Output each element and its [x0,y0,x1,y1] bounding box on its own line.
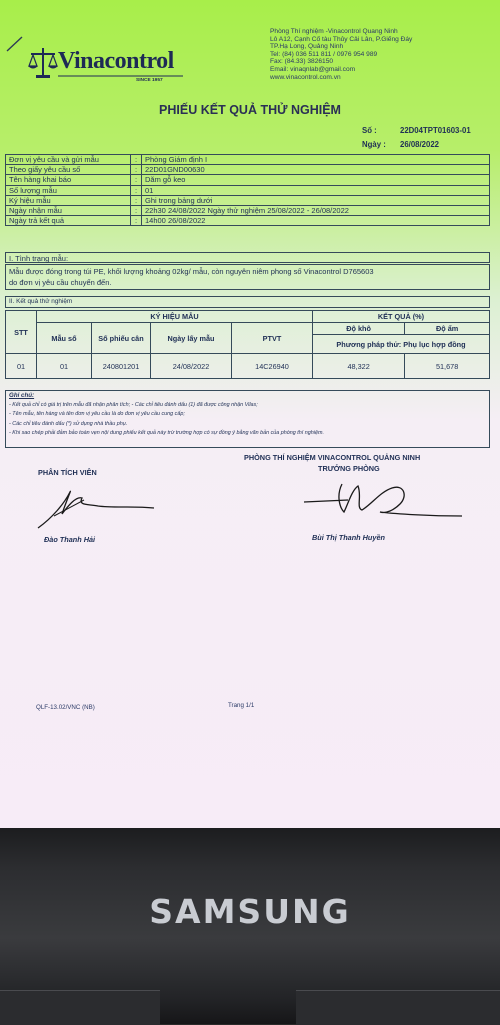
col-group-result: KẾT QUẢ (%) [313,311,490,323]
info-row: Theo giấy yêu cầu số : 22D01GND00630 [6,165,490,175]
col-stt: STT [6,311,37,354]
note-line: - Tên mẫu, tên hàng và tên đơn vị yêu cầu là do đơn vị yêu cầu cung cấp; [9,411,185,418]
report-number-label: Số : [362,126,377,135]
logo-underline [58,75,183,78]
col-sample-no: Mẫu số [37,323,92,354]
address-line: Tel: (84) 036 511 811 / 0976 954 989 [270,50,378,58]
logo-tagline: SINCE 1957 [136,78,163,83]
report-number-value: 22D04TPT01603-01 [400,126,471,135]
vinacontrol-logo [28,46,188,90]
note-line: - Kết quả chỉ có giá trị trên mẫu đã nhận phân tích; - Các chỉ tiêu đánh dấu (1) đã được công nhận Vilas; [9,401,258,408]
info-label: Đơn vị yêu cầu và gửi mẫu [6,155,131,165]
head-title: TRƯỞNG PHÒNG [318,464,380,473]
info-label: Số lượng mẫu [6,185,131,195]
info-value: 22D01GND00630 [142,165,490,175]
address-line: Phòng Thí nghiệm -Vinacontrol Quang Ninh [270,28,398,35]
col-group-sample-id: KÝ HIỆU MẪU [37,311,313,323]
info-value: 14h00 26/08/2022 [142,216,490,226]
info-label: Ngày nhận mẫu [6,205,131,215]
info-value: 22h30 24/08/2022 Ngày thử nghiệm 25/08/2022 - 26/08/2022 [142,205,490,215]
info-value: 01 [142,185,490,195]
info-row: Số lượng mẫu : 01 [6,185,490,195]
info-label: Ký hiệu mẫu [6,195,131,205]
monitor-brand-logo: SAMSUNG [149,892,351,931]
section-sample-status-title: I. Tình trạng mẫu: [5,252,490,263]
analyst-signature [32,484,162,532]
sample-status-text [5,264,490,290]
logo-text: Vinacontrol [58,48,174,74]
cell-stt: 01 [6,354,37,379]
test-method: Phương pháp thử: Phụ lục hợp đồng [313,335,490,354]
analyst-title: PHÂN TÍCH VIÊN [38,468,97,477]
page-number: Trang 1/1 [228,702,255,709]
col-sampling-date: Ngày lấy mẫu [151,323,232,354]
info-row: Ngày nhận mẫu : 22h30 24/08/2022 Ngày thử nghiệm 25/08/2022 - 26/08/2022 [6,205,490,215]
cell-weigh-ticket: 240801201 [92,354,151,379]
info-label: Theo giấy yêu cầu số [6,165,131,175]
note-line: - Các chỉ tiêu đánh dấu (*) sử dụng nhà thầu phụ. [9,420,128,427]
report-date-label: Ngày : [362,140,386,149]
address-line: Email: vinaqnlab@gmail.com [270,65,356,73]
sample-status-line: Mẫu được đóng trong túi PE, khối lượng khoảng 02kg/ mẫu, còn nguyên niêm phong số Vinacontrol D765603 [9,267,374,276]
cell-dryness: 48,322 [313,354,405,379]
result-row [6,354,490,379]
info-label: Ngày trả kết quả [6,216,131,226]
lab-org-name: PHÒNG THÍ NGHIỆM VINACONTROL QUẢNG NINH [244,453,421,462]
cell-vehicle: 14C26940 [232,354,313,379]
head-signature [300,478,470,522]
form-code: QLF-13.02/VNC (NB) [36,704,95,711]
report-date-value: 26/08/2022 [400,140,440,149]
info-value: Dăm gỗ keo [142,175,490,185]
head-name: Bùi Thị Thanh Huyền [312,533,385,542]
info-row: Tên hàng khai báo : Dăm gỗ keo [6,175,490,185]
cell-moisture: 51,678 [405,354,490,379]
col-vehicle: PTVT [232,323,313,354]
scales-icon [28,46,58,80]
cell-sampling-date: 24/08/2022 [151,354,232,379]
info-label: Tên hàng khai báo [6,175,131,185]
sample-info-table [5,154,490,226]
report-date [362,140,440,149]
sample-status-line: do đơn vị yêu cầu chuyển đến. [9,278,112,287]
info-value: Phòng Giám định I [142,155,490,165]
address-line: Lô A12, Cạnh Cố tàu Thủy Cải Lân, P.Giếng Đáy [270,35,413,43]
info-row: Ký hiệu mẫu : Ghi trong bảng dưới [6,195,490,205]
section-results-title: II. Kết quả thử nghiệm [5,296,490,308]
col-moisture: Độ ẩm [405,323,490,335]
col-dryness: Độ khô [313,323,405,335]
address-line: www.vinacontrol.com.vn [270,73,341,81]
info-row: Đơn vị yêu cầu và gửi mẫu : Phòng Giám định I [6,155,490,165]
monitor-stand-left [0,990,160,1025]
analyst-name: Đào Thanh Hải [44,535,96,544]
address-line: Fax: (84.33) 3826150 [270,58,334,66]
address-line: TP.Hạ Long, Quảng Ninh [270,43,344,51]
results-table [5,310,490,379]
notes-title: Ghi chú: [9,392,35,399]
lab-address-block [270,28,490,81]
info-value: Ghi trong bảng dưới [142,195,490,205]
monitor-stand-right [296,990,500,1025]
notes-box [5,390,490,448]
pen-mark [4,34,26,54]
document-title: PHIẾU KẾT QUẢ THỬ NGHIỆM [159,103,341,117]
cell-sample-no: 01 [37,354,92,379]
info-row: Ngày trả kết quả : 14h00 26/08/2022 [6,216,490,226]
col-weigh-ticket: Số phiếu cân [92,323,151,354]
report-number [362,126,471,135]
note-line: - Khi sao chép phải đảm bảo toàn vẹn nội dung phiếu kết quả này trừ trường hợp có sự đồng ý bằng văn bản của phòng thí nghiệm. [9,430,324,437]
